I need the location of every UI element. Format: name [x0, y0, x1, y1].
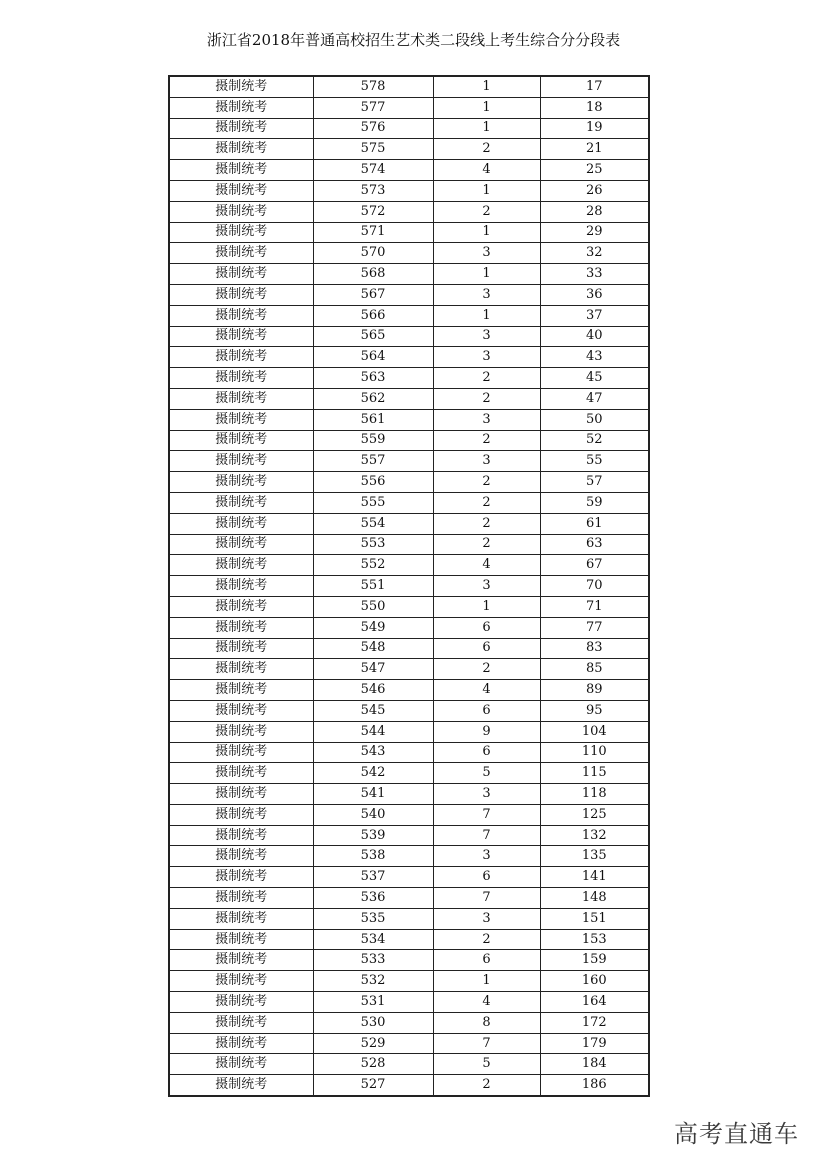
category-cell: 摄制统考 — [169, 430, 313, 451]
score-cell: 563 — [313, 368, 433, 389]
table-row — [169, 472, 649, 493]
count-cell: 3 — [433, 409, 540, 430]
category-cell: 摄制统考 — [169, 867, 313, 888]
score-cell: 564 — [313, 347, 433, 368]
category-cell: 摄制统考 — [169, 513, 313, 534]
category-cell: 摄制统考 — [169, 784, 313, 805]
score-cell: 539 — [313, 825, 433, 846]
count-cell: 4 — [433, 680, 540, 701]
score-cell: 535 — [313, 908, 433, 929]
table-row — [169, 659, 649, 680]
score-cell: 566 — [313, 305, 433, 326]
count-cell: 8 — [433, 1012, 540, 1033]
score-cell: 532 — [313, 971, 433, 992]
cumulative-cell: 67 — [540, 555, 649, 576]
category-cell: 摄制统考 — [169, 118, 313, 139]
score-cell: 531 — [313, 992, 433, 1013]
count-cell: 6 — [433, 867, 540, 888]
cumulative-cell: 151 — [540, 908, 649, 929]
table-row — [169, 534, 649, 555]
page-title: 浙江省2018年普通高校招生艺术类二段线上考生综合分分段表 — [206, 31, 621, 49]
category-cell: 摄制统考 — [169, 929, 313, 950]
score-cell: 543 — [313, 742, 433, 763]
category-cell: 摄制统考 — [169, 305, 313, 326]
count-cell: 3 — [433, 908, 540, 929]
cumulative-cell: 29 — [540, 222, 649, 243]
count-cell: 1 — [433, 971, 540, 992]
score-cell: 577 — [313, 97, 433, 118]
count-cell: 1 — [433, 180, 540, 201]
cumulative-cell: 17 — [540, 76, 649, 97]
cumulative-cell: 50 — [540, 409, 649, 430]
score-cell: 534 — [313, 929, 433, 950]
cumulative-cell: 40 — [540, 326, 649, 347]
cumulative-cell: 47 — [540, 388, 649, 409]
table-row — [169, 700, 649, 721]
count-cell: 9 — [433, 721, 540, 742]
table-row — [169, 763, 649, 784]
cumulative-cell: 186 — [540, 1075, 649, 1096]
score-cell: 542 — [313, 763, 433, 784]
count-cell: 3 — [433, 243, 540, 264]
cumulative-cell: 125 — [540, 804, 649, 825]
table-row — [169, 284, 649, 305]
cumulative-cell: 26 — [540, 180, 649, 201]
table-row — [169, 243, 649, 264]
cumulative-cell: 184 — [540, 1054, 649, 1075]
count-cell: 1 — [433, 596, 540, 617]
table-row — [169, 846, 649, 867]
cumulative-cell: 172 — [540, 1012, 649, 1033]
score-cell: 544 — [313, 721, 433, 742]
score-cell: 568 — [313, 264, 433, 285]
category-cell: 摄制统考 — [169, 680, 313, 701]
count-cell: 2 — [433, 139, 540, 160]
cumulative-cell: 52 — [540, 430, 649, 451]
count-cell: 7 — [433, 804, 540, 825]
table-row — [169, 971, 649, 992]
category-cell: 摄制统考 — [169, 950, 313, 971]
table-row — [169, 888, 649, 909]
cumulative-cell: 132 — [540, 825, 649, 846]
score-cell: 548 — [313, 638, 433, 659]
table-row — [169, 1075, 649, 1096]
cumulative-cell: 148 — [540, 888, 649, 909]
category-cell: 摄制统考 — [169, 160, 313, 181]
count-cell: 1 — [433, 118, 540, 139]
score-cell: 571 — [313, 222, 433, 243]
table-row — [169, 368, 649, 389]
category-cell: 摄制统考 — [169, 1054, 313, 1075]
cumulative-cell: 95 — [540, 700, 649, 721]
cumulative-cell: 36 — [540, 284, 649, 305]
score-cell: 561 — [313, 409, 433, 430]
count-cell: 6 — [433, 700, 540, 721]
score-cell: 527 — [313, 1075, 433, 1096]
score-cell: 551 — [313, 576, 433, 597]
count-cell: 7 — [433, 888, 540, 909]
category-cell: 摄制统考 — [169, 139, 313, 160]
table-row — [169, 784, 649, 805]
category-cell: 摄制统考 — [169, 534, 313, 555]
count-cell: 2 — [433, 513, 540, 534]
score-cell: 541 — [313, 784, 433, 805]
count-cell: 2 — [433, 430, 540, 451]
cumulative-cell: 25 — [540, 160, 649, 181]
cumulative-cell: 57 — [540, 472, 649, 493]
count-cell: 4 — [433, 160, 540, 181]
category-cell: 摄制统考 — [169, 222, 313, 243]
table-row — [169, 76, 649, 97]
score-cell: 553 — [313, 534, 433, 555]
count-cell: 1 — [433, 264, 540, 285]
score-cell: 576 — [313, 118, 433, 139]
cumulative-cell: 118 — [540, 784, 649, 805]
category-cell: 摄制统考 — [169, 243, 313, 264]
count-cell: 1 — [433, 76, 540, 97]
category-cell: 摄制统考 — [169, 763, 313, 784]
category-cell: 摄制统考 — [169, 409, 313, 430]
table-row — [169, 451, 649, 472]
count-cell: 2 — [433, 492, 540, 513]
category-cell: 摄制统考 — [169, 596, 313, 617]
category-cell: 摄制统考 — [169, 264, 313, 285]
cumulative-cell: 89 — [540, 680, 649, 701]
count-cell: 3 — [433, 784, 540, 805]
score-cell: 552 — [313, 555, 433, 576]
score-cell: 537 — [313, 867, 433, 888]
table-row — [169, 596, 649, 617]
cumulative-cell: 33 — [540, 264, 649, 285]
table-row — [169, 264, 649, 285]
category-cell: 摄制统考 — [169, 846, 313, 867]
category-cell: 摄制统考 — [169, 617, 313, 638]
count-cell: 3 — [433, 284, 540, 305]
table-row — [169, 908, 649, 929]
table-row — [169, 388, 649, 409]
count-cell: 5 — [433, 1054, 540, 1075]
table-row — [169, 139, 649, 160]
count-cell: 3 — [433, 576, 540, 597]
cumulative-cell: 160 — [540, 971, 649, 992]
table-row — [169, 1033, 649, 1054]
score-cell: 547 — [313, 659, 433, 680]
cumulative-cell: 70 — [540, 576, 649, 597]
category-cell: 摄制统考 — [169, 180, 313, 201]
score-cell: 533 — [313, 950, 433, 971]
table-row — [169, 160, 649, 181]
count-cell: 4 — [433, 555, 540, 576]
count-cell: 2 — [433, 472, 540, 493]
cumulative-cell: 59 — [540, 492, 649, 513]
count-cell: 2 — [433, 929, 540, 950]
watermark-text: 高考直通车 — [674, 1120, 799, 1148]
count-cell: 2 — [433, 659, 540, 680]
cumulative-cell: 55 — [540, 451, 649, 472]
category-cell: 摄制统考 — [169, 451, 313, 472]
score-distribution-table — [168, 75, 650, 1097]
table-row — [169, 638, 649, 659]
count-cell: 6 — [433, 638, 540, 659]
category-cell: 摄制统考 — [169, 472, 313, 493]
table-row — [169, 430, 649, 451]
score-cell: 556 — [313, 472, 433, 493]
cumulative-cell: 83 — [540, 638, 649, 659]
score-cell: 573 — [313, 180, 433, 201]
score-cell: 530 — [313, 1012, 433, 1033]
score-cell: 538 — [313, 846, 433, 867]
score-cell: 529 — [313, 1033, 433, 1054]
score-cell: 550 — [313, 596, 433, 617]
count-cell: 3 — [433, 451, 540, 472]
score-cell: 562 — [313, 388, 433, 409]
category-cell: 摄制统考 — [169, 201, 313, 222]
category-cell: 摄制统考 — [169, 908, 313, 929]
cumulative-cell: 37 — [540, 305, 649, 326]
table-row — [169, 1054, 649, 1075]
cumulative-cell: 135 — [540, 846, 649, 867]
score-cell: 570 — [313, 243, 433, 264]
cumulative-cell: 19 — [540, 118, 649, 139]
table-row — [169, 742, 649, 763]
score-cell: 528 — [313, 1054, 433, 1075]
table-row — [169, 326, 649, 347]
count-cell: 2 — [433, 1075, 540, 1096]
count-cell: 3 — [433, 347, 540, 368]
table-row — [169, 201, 649, 222]
category-cell: 摄制统考 — [169, 721, 313, 742]
cumulative-cell: 45 — [540, 368, 649, 389]
category-cell: 摄制统考 — [169, 326, 313, 347]
score-cell: 545 — [313, 700, 433, 721]
cumulative-cell: 28 — [540, 201, 649, 222]
table-row — [169, 513, 649, 534]
cumulative-cell: 115 — [540, 763, 649, 784]
cumulative-cell: 153 — [540, 929, 649, 950]
count-cell: 2 — [433, 534, 540, 555]
table-row — [169, 305, 649, 326]
table-row — [169, 576, 649, 597]
cumulative-cell: 85 — [540, 659, 649, 680]
category-cell: 摄制统考 — [169, 992, 313, 1013]
count-cell: 2 — [433, 368, 540, 389]
count-cell: 6 — [433, 742, 540, 763]
category-cell: 摄制统考 — [169, 1012, 313, 1033]
count-cell: 3 — [433, 326, 540, 347]
category-cell: 摄制统考 — [169, 1033, 313, 1054]
table-row — [169, 804, 649, 825]
table-row — [169, 721, 649, 742]
category-cell: 摄制统考 — [169, 347, 313, 368]
count-cell: 5 — [433, 763, 540, 784]
score-cell: 540 — [313, 804, 433, 825]
table-row — [169, 992, 649, 1013]
cumulative-cell: 159 — [540, 950, 649, 971]
cumulative-cell: 32 — [540, 243, 649, 264]
count-cell: 2 — [433, 388, 540, 409]
category-cell: 摄制统考 — [169, 1075, 313, 1096]
cumulative-cell: 18 — [540, 97, 649, 118]
count-cell: 1 — [433, 222, 540, 243]
score-cell: 574 — [313, 160, 433, 181]
score-cell: 549 — [313, 617, 433, 638]
table-row — [169, 680, 649, 701]
score-cell: 572 — [313, 201, 433, 222]
category-cell: 摄制统考 — [169, 659, 313, 680]
category-cell: 摄制统考 — [169, 700, 313, 721]
table-row — [169, 867, 649, 888]
score-cell: 575 — [313, 139, 433, 160]
count-cell: 1 — [433, 305, 540, 326]
score-cell: 557 — [313, 451, 433, 472]
cumulative-cell: 63 — [540, 534, 649, 555]
category-cell: 摄制统考 — [169, 555, 313, 576]
category-cell: 摄制统考 — [169, 742, 313, 763]
score-cell: 559 — [313, 430, 433, 451]
category-cell: 摄制统考 — [169, 97, 313, 118]
table-body — [169, 76, 649, 1096]
table-row — [169, 222, 649, 243]
cumulative-cell: 104 — [540, 721, 649, 742]
score-cell: 578 — [313, 76, 433, 97]
cumulative-cell: 179 — [540, 1033, 649, 1054]
category-cell: 摄制统考 — [169, 638, 313, 659]
category-cell: 摄制统考 — [169, 368, 313, 389]
table-row — [169, 1012, 649, 1033]
table-row — [169, 409, 649, 430]
count-cell: 4 — [433, 992, 540, 1013]
cumulative-cell: 61 — [540, 513, 649, 534]
count-cell: 7 — [433, 1033, 540, 1054]
table-row — [169, 180, 649, 201]
table-row — [169, 555, 649, 576]
cumulative-cell: 164 — [540, 992, 649, 1013]
table-row — [169, 825, 649, 846]
category-cell: 摄制统考 — [169, 76, 313, 97]
count-cell: 7 — [433, 825, 540, 846]
category-cell: 摄制统考 — [169, 804, 313, 825]
score-cell: 555 — [313, 492, 433, 513]
table-row — [169, 347, 649, 368]
table-row — [169, 118, 649, 139]
table-row — [169, 617, 649, 638]
category-cell: 摄制统考 — [169, 971, 313, 992]
cumulative-cell: 110 — [540, 742, 649, 763]
count-cell: 6 — [433, 617, 540, 638]
cumulative-cell: 77 — [540, 617, 649, 638]
category-cell: 摄制统考 — [169, 576, 313, 597]
category-cell: 摄制统考 — [169, 825, 313, 846]
category-cell: 摄制统考 — [169, 284, 313, 305]
cumulative-cell: 71 — [540, 596, 649, 617]
score-cell: 565 — [313, 326, 433, 347]
score-cell: 536 — [313, 888, 433, 909]
cumulative-cell: 141 — [540, 867, 649, 888]
category-cell: 摄制统考 — [169, 888, 313, 909]
table-row — [169, 929, 649, 950]
cumulative-cell: 43 — [540, 347, 649, 368]
count-cell: 1 — [433, 97, 540, 118]
table-row — [169, 492, 649, 513]
category-cell: 摄制统考 — [169, 388, 313, 409]
count-cell: 6 — [433, 950, 540, 971]
cumulative-cell: 21 — [540, 139, 649, 160]
count-cell: 3 — [433, 846, 540, 867]
table-row — [169, 97, 649, 118]
table-row — [169, 950, 649, 971]
score-cell: 546 — [313, 680, 433, 701]
score-cell: 554 — [313, 513, 433, 534]
score-cell: 567 — [313, 284, 433, 305]
category-cell: 摄制统考 — [169, 492, 313, 513]
count-cell: 2 — [433, 201, 540, 222]
